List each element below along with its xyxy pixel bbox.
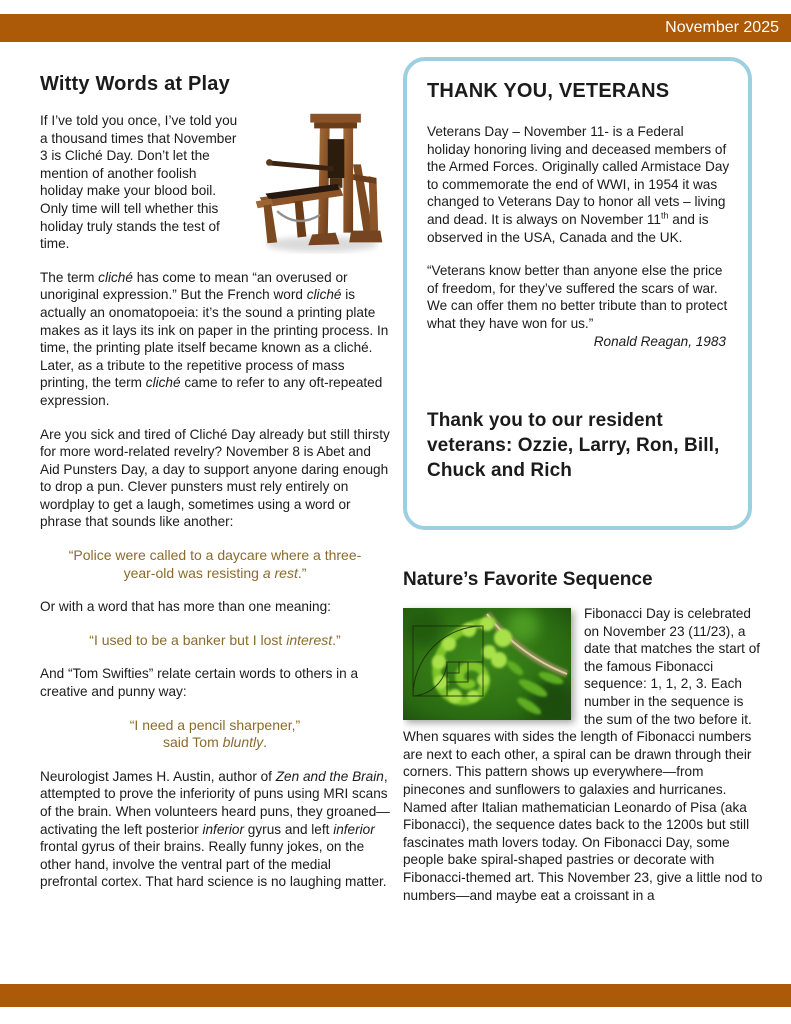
header-date: November 2025 xyxy=(665,19,779,36)
veterans-quote: “Veterans know better than anyone else the price of freedom, for they’ve suffered the scars of war. We can offer them no better tribute than to protect what they have won for us.” xyxy=(427,263,728,331)
witty-para-3: Are you sick and tired of Cliché Day already but still thirsty for more word-related revelry? November 8 is Abet and Aid Punsters Day, a day to support anyone daring enough to drop a pun. Clever punsters must rely entirely on wordplay to get a laugh, sometimes using a word or phrase that sounds like another: xyxy=(40,426,390,530)
witty-para-1-text: If I’ve told you once, I’ve told you a thousand times that November 3 is Cliché Day. Don’t let the mention of another foolish holiday make your blood boil. Only time will tell whether this holiday truly stands the test of time. xyxy=(40,113,238,252)
header-date-bar xyxy=(0,14,791,42)
witty-lead-2: Or with a word that has more than one meaning: xyxy=(40,599,331,615)
witty-para-4: Neurologist James H. Austin, author of Zen and the Brain, attempted to prove the inferiority of puns using MRI scans of the brain. When volunteers heard puns, they groaned—activating the left posterior inferior gyrus and left inferior frontal gyrus of their brains. Really funny jokes, on the other hand, involve the ventral part of the medial prefrontal cortex. That hard science is no laughing matter. xyxy=(40,768,390,890)
pun-quote-banker: “I used to be a banker but I lost interest.” xyxy=(89,631,341,648)
right-column xyxy=(403,57,763,970)
footer-bar xyxy=(0,984,791,1007)
fibonacci-title: Nature’s Favorite Sequence xyxy=(403,569,653,590)
fibonacci-para-text: Fibonacci Day is celebrated on November 23 (11/23), a date that matches the start of the famous Fibonacci sequence: 1, 1, 2, 3. Each number in the sequence is the sum of the two before it. When squares with sides the length of Fibonacci numbers are next to each other, a spiral can be drawn through their corners. This pattern shows up everywhere—from pinecones and sunflowers to galaxies and hurricanes. Named after Italian mathematician Leonardo of Pisa (aka Fibonacci), the sequence dates back to the 1200s but still fascinates math lovers today. On Fibonacci Day, some people bake spiral-shaped pastries or decorate with Fibonacci-themed art. This November 23, give a little nod to numbers—and maybe eat a croissant in a xyxy=(403,606,763,903)
fibonacci-para xyxy=(403,605,763,904)
fern-spiral-image xyxy=(403,608,571,720)
witty-para-2: The term cliché has come to mean “an overused or unoriginal expression.” But the French word cliché is actually an onomatopoeia: it’s the sound a printing plate makes as it lays its ink on paper in the printing process. In time, the printing plate itself became known as a cliché. Later, as a tribute to the repetitive process of mass printing, the term cliché came to refer to any oft-repeated expression. xyxy=(40,269,389,408)
veterans-box xyxy=(403,57,752,530)
witty-words-article xyxy=(40,72,390,984)
tom-swifty-line-1: “I need a pencil sharpener,” xyxy=(129,716,301,733)
tom-swifty-line-2: said Tom bluntly. xyxy=(162,734,268,751)
pun-quote-daycare: “Police were called to a daycare where a three-year-old was resisting a rest.” xyxy=(68,547,362,581)
resident-veterans-thanks: Thank you to our resident veterans: Ozzie, Larry, Ron, Bill, Chuck and Rich xyxy=(427,410,720,482)
witty-para-1 xyxy=(40,112,390,253)
pun-quote-tom-swifty xyxy=(40,717,390,752)
veterans-title: THANK YOU, VETERANS xyxy=(427,80,670,102)
quote-attribution: Ronald Reagan, 1983 xyxy=(593,333,726,349)
witty-words-title: Witty Words at Play xyxy=(40,73,230,95)
witty-lead-3: And “Tom Swifties” relate certain words to others in a creative and punny way: xyxy=(40,666,359,700)
printing-press-image xyxy=(250,106,390,254)
veterans-para: Veterans Day – November 11- is a Federal holiday honoring living and deceased members of the Armed Forces. Originally called Armistace Day to commemorate the end of WWI, in 1954 it was changed to Veterans Day to honor all vets – living and dead. It is always on November 11th and is observed in the USA, Canada and the UK. xyxy=(427,124,730,245)
